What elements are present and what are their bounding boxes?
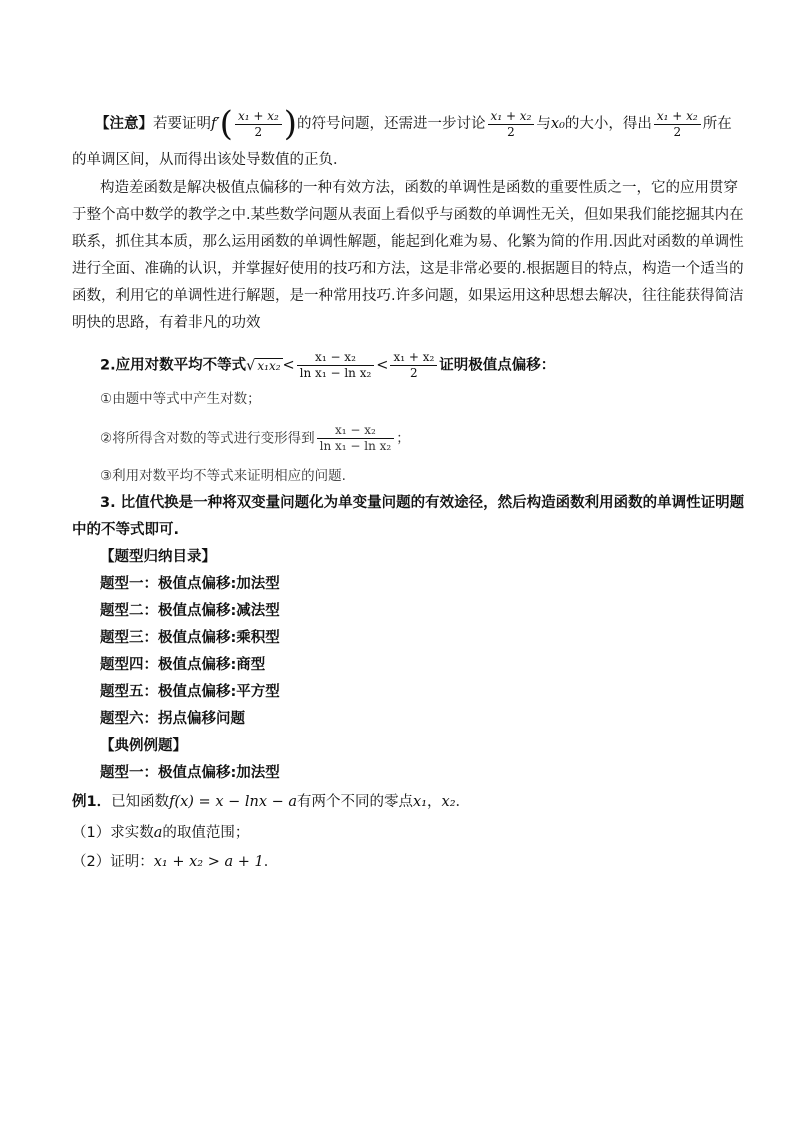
example-1-text-1: 已知函数 xyxy=(111,794,170,810)
example-1-text-2: 有两个不同的零点 xyxy=(297,794,414,810)
note-line-1 xyxy=(95,104,732,144)
less-than: < xyxy=(376,357,389,374)
inequality-expression: x₁ + x₂ > a + 1 xyxy=(153,854,264,870)
catalog-item: 题型六：拐点偏移问题 xyxy=(100,711,245,727)
fraction-denominator: 2 xyxy=(254,124,263,139)
paragraph-line: 进行全面、准确的认识，并掌握好使用的技巧和方法，这是非常必要的.根据题目的特点，构造一个适当的 xyxy=(72,261,744,277)
note-text-4: 的大小，得出 xyxy=(564,116,652,132)
question-2-text: （2）证明： xyxy=(72,854,154,870)
separator: ， xyxy=(427,794,442,810)
section-2-text: 证明极值点偏移： xyxy=(439,357,556,374)
section-2-title: 2.应用对数平均不等式 xyxy=(100,357,247,374)
catalog-item: 题型一：极值点偏移:加法型 xyxy=(100,576,280,592)
step-2 xyxy=(100,423,410,454)
note-line-2: 的单调区间，从而得出该处导数值的正负． xyxy=(72,152,348,168)
x2-symbol: x₂ xyxy=(441,794,456,810)
f-prime: f′ xyxy=(211,116,220,132)
catalog-header: 【题型归纳目录】 xyxy=(100,549,216,565)
note-text-1: 若要证明 xyxy=(153,116,211,132)
question-1-text-2: 的取值范围； xyxy=(162,825,250,841)
example-1-end: ． xyxy=(455,794,471,810)
sqrt-radicand: x₁x₂ xyxy=(257,358,281,373)
fraction-denominator: 2 xyxy=(673,124,682,139)
step-2-end: ； xyxy=(396,430,410,447)
fraction-numerator: x₁ − x₂ xyxy=(317,423,395,439)
section-3-line-1: 3. 比值代换是一种将双变量问题化为单变量问题的有效途径，然后构造函数利用函数的单调性证明题 xyxy=(100,495,745,511)
x1-symbol: x₁ xyxy=(413,794,428,810)
less-than: < xyxy=(282,357,295,374)
step-2-text: ②将所得含对数的等式进行变形得到 xyxy=(100,430,315,447)
x0-symbol: x₀ xyxy=(550,116,565,132)
right-paren: ) xyxy=(283,104,298,144)
catalog-item: 题型三：极值点偏移:乘积型 xyxy=(100,630,280,646)
fraction-numerator: x₁ + x₂ xyxy=(390,350,437,366)
question-2-end: ． xyxy=(263,854,279,870)
catalog-item: 题型五：极值点偏移:平方型 xyxy=(100,684,280,700)
paragraph-line: 明快的思路，有着非凡的功效 xyxy=(72,315,261,331)
fraction-numerator: x₁ + x₂ xyxy=(235,109,282,125)
log-mean-fraction xyxy=(297,350,375,381)
fraction-numerator: x₁ − x₂ xyxy=(297,350,375,366)
function-expression: f(x) = x − lnx − a xyxy=(169,794,298,810)
note-text-2: 的符号问题，还需进一步讨论 xyxy=(297,116,486,132)
variable-a: a xyxy=(153,825,163,841)
example-1-label: 例1． xyxy=(72,794,112,810)
fraction-denominator: 2 xyxy=(507,124,515,139)
example-type-title: 题型一：极值点偏移:加法型 xyxy=(100,765,280,781)
question-2 xyxy=(72,852,278,872)
step-1: ①由题中等式中产生对数； xyxy=(100,391,261,407)
fraction-denominator: ln x₁ − ln x₂ xyxy=(299,366,372,380)
catalog-item: 题型二：极值点偏移:减法型 xyxy=(100,603,280,619)
paragraph-line: 联系，抓住其本质，那么运用函数的单调性解题，能起到化难为易、化繁为简的作用.因此对函数的单调性 xyxy=(72,234,744,250)
step-2-fraction xyxy=(317,423,395,454)
section-3-line-2: 中的不等式即可. xyxy=(72,522,180,538)
note-fraction-3 xyxy=(654,109,701,140)
note-text-3: 与 xyxy=(536,116,551,132)
paragraph-line: 于整个高中数学的教学之中.某些数学问题从表面上看似乎与函数的单调性无关，但如果我们能挖掘其内在 xyxy=(72,207,744,223)
paragraph-line: 构造差函数是解决极值点偏移的一种有效方法，函数的单调性是函数的重要性质之一，它的应用贯穿 xyxy=(100,180,738,196)
paragraph-line: 函数，利用它的单调性进行解题，是一种常用技巧.许多问题，如果运用这种思想去解决，往往能获得简洁 xyxy=(72,288,744,304)
note-text-5: 所在 xyxy=(702,116,732,132)
fraction-numerator: x₁ + x₂ xyxy=(488,109,535,125)
note-label: 【注意】 xyxy=(95,116,153,132)
examples-header: 【典例例题】 xyxy=(100,738,187,754)
note-fraction-2 xyxy=(488,109,535,140)
fraction-denominator: ln x₁ − ln x₂ xyxy=(319,439,392,453)
question-1 xyxy=(72,823,249,843)
fraction-numerator: x₁ + x₂ xyxy=(654,109,701,125)
example-1 xyxy=(72,792,470,812)
step-3: ③利用对数平均不等式来证明相应的问题. xyxy=(100,468,346,484)
sqrt-expression: √ x₁x₂ xyxy=(246,357,281,374)
arith-mean-fraction xyxy=(390,350,437,381)
section-2-heading xyxy=(100,350,555,381)
note-fraction-1 xyxy=(235,109,282,140)
left-paren: ( xyxy=(219,104,233,144)
question-1-text-1: （1）求实数 xyxy=(72,825,154,841)
fraction-denominator: 2 xyxy=(410,366,418,380)
catalog-item: 题型四：极值点偏移:商型 xyxy=(100,657,266,673)
